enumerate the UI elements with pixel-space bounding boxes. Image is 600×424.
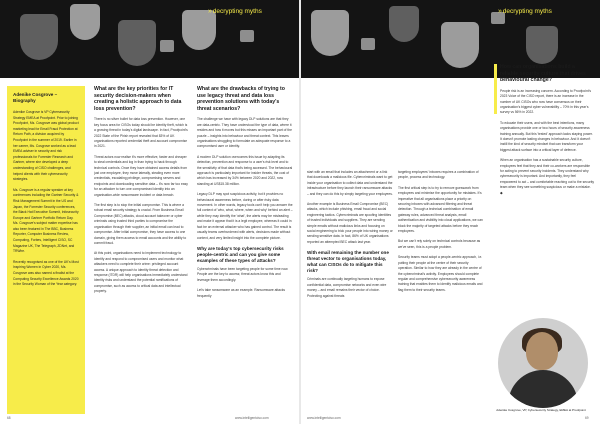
article-paragraph: The challenge we have with legacy DLP solutions are that they are data-centric. They have understood the type of data, where it resides and how it moves but this misses an important part of the puzzle – insights into behaviour and threat context. This leaves organisations struggling to formulate an adequate response to a compromised user or identity. — [197, 117, 292, 149]
article-paragraph: To educate their users, and with the best intentions, many organisations provide one or two hours of security awareness training annually. But this 'tested' approach lacks staying power. It doesn't promote lasting changes in behaviour. And it doesn't instill the kind of security mindset that can transform your biggest attack surface into a critical layer of defence. — [500, 120, 593, 152]
article-paragraph: Let's take ransomware as an example. Ransomware attacks frequently — [197, 288, 286, 298]
biography-paragraph: Adenike Cosgrove is VP Cybersecurity Strategy EMEA at Proofpoint. Prior to joining Proofpoint, Ms. Cosgrove was global product marketing lead for Email Fraud Protection at Return Path, a division acquired by Proofpoint in the summer of 2019. Earlier in her career, Ms. Cosgrove worked as a lead EMEA adviser in security and risk professionals for Forrester Research and Gartner, where she developed a deep understanding of CISO challenges, and helped clients with their cybersecurity strategies. — [13, 110, 79, 182]
article-paragraph: targeting employees' inboxes requires a combination of people, process and technology. — [398, 170, 479, 180]
photo-caption: Adenike Cosgrove, VP, Cybersecurity Strategy, EMEA at Proofpoint — [496, 408, 586, 412]
article-paragraph: There is no silver bullet for data loss prevention. However, one key focus area for CISOs today should be identity theft, which is a growing threat in today's digital landscape. In fact, Proofpoint's 2022 State of the Phish report revealed that 83% of UK organisations reported credential theft and account compromise in 2021. — [94, 117, 188, 149]
shield-icon — [182, 10, 216, 50]
article-paragraph: When an organisation has a sustainable security culture, employees feel that they and their co-workers are responsible for acting to prevent security incidents. They understand why cybersecurity is important. And importantly, they feel empowered to act – and comfortable reaching out to the security team when they see something suspicious or make a mistake. ◆ — [500, 158, 594, 195]
question-heading: What are the drawbacks of trying to use legacy threat and data loss prevention solutions with today's threat scenarios? — [197, 86, 285, 112]
shield-icon — [526, 26, 558, 64]
shield-icon — [118, 20, 156, 66]
portrait-photo — [498, 318, 588, 408]
article-paragraph: Cybercriminals have been targeting people for some time now. People are the key to access; threat actors know this and leverage them accordingly. — [197, 266, 289, 282]
website-left: www.intelligentciso.com — [235, 416, 269, 420]
chevrons-icon: » — [208, 8, 211, 15]
section-label: decrypting myths — [212, 8, 262, 15]
lock-icon — [361, 38, 375, 50]
article-paragraph: A modern DLP solution overcomes this issue by adapting its detection, prevention and response to a user's risk level and to the sensitivity of that data that's being accessed. The behavioural approach is particularly important for insider threats, the cost of which has increased by 34% between 2020 and 2022, now standing at US$15.38 million. — [197, 154, 293, 186]
article-column — [197, 86, 293, 412]
biography-paragraph: Recently recognised as one of the UK's Most Inspiring Women in Cyber 2020, Ms. Cosgrove was also named a finalist at the Computing Security Excellence Awards 2020 in the Security Woman of the Year category. — [13, 259, 79, 287]
question-heading: With email remaining the number one threat vector to organisations today, what can CISOs do to mitigate this risk? — [307, 250, 389, 274]
article-column — [307, 170, 393, 412]
page-number-left: 68 — [7, 416, 11, 420]
article-paragraph: Legacy DLP may spot suspicious activity, but it provides no behavioural awareness before, during or after risky data movement. In other words, legacy tools can't help you answer the full context of 'who, what, where, when and why' behind an alert – while they may identify the 'what', the alerts may be misleading and make it appear that it is a legit employee, whereas it could in fact be an external attacker who has gained control. The result is usually teams overburdened with alerts, decisions made without context, and very limited insight into the complete picture. — [197, 192, 293, 240]
section-tag-left — [208, 8, 262, 15]
article-column — [500, 64, 594, 316]
article-column — [94, 86, 190, 412]
shield-icon — [70, 4, 100, 40]
shield-icon — [441, 22, 479, 68]
question-heading: Why are today's top cybersecurity risks people-centric and can you give some examples of these types of attacks? — [197, 245, 284, 263]
question-heading: What are the key priorities for IT security decision-makers when creating a holistic approach to data loss prevention? — [94, 86, 182, 112]
accent-bar — [494, 64, 497, 114]
shield-icon — [389, 6, 419, 42]
lock-icon — [160, 40, 174, 52]
biography-box — [7, 86, 85, 414]
article-paragraph: The first critical step is to try to remove guesswork from employees and minimise the opportunity for mistakes. It's imperative that all organisations place a priority on securing inboxes with advanced filtering and threat detection. Through a technical combination of email gateway rules, advanced threat analysis, email authentication and visibility into cloud applications, we can block the majority of targeted attacks before they reach employees. — [398, 185, 483, 234]
article-paragraph: The first step is to stop the initial compromise. This is where a robust email security strategy is crucial. From Business Email Compromise (BEC) attacks, cloud account takeover or cyber criminals using trusted third parties to compromise the organisation through their supplier, an initial email can lead to compromise. After initial compromise, they have access to one domain, giving them access to email accounts and the ability to commit fraud. — [94, 203, 187, 245]
article-paragraph: At this point, organisations need to implement technology to identify and respond to compromised users and monitor what attackers need to complete their crime: privileged account access. A unique approach to identity threat detection and response (ITDR) will help organisations immediately understand identity risks and understand the potential ramifications of compromise, such as access to critical data and intellectual property. — [94, 251, 188, 294]
biography-title: Adenike Cosgrove – Biography — [13, 92, 58, 103]
shield-icon — [20, 14, 58, 60]
article-paragraph: start with an email that includes an attachment or a link that downloads a malicious file. Cybercriminals want to get inside your organisation to collect data and understand the infrastructure before they launch their ransomware attacks – and they can do this by simply targeting your employees. — [307, 170, 393, 196]
article-paragraph: Another example is Business Email Compromise (BEC) attacks, which include phishing, email fraud and social engineering tactics. Cybercriminals are spoofing identities of trusted individuals and suppliers. They are sending simple emails without malicious links and focusing on social engineering to trick your people into wiring money or sending sensitive data. In fact, 86% of UK organisations reported an attempted BEC attack last year. — [307, 202, 393, 244]
shield-icon — [311, 10, 349, 56]
chevrons-icon: » — [498, 8, 501, 15]
article-paragraph: Security teams must adopt a people-centric approach, i.e. putting their people at the centre of their security operation. Similar to how they are already in the centre of the cybercriminal's activity. Employees should complete regular and comprehensive cybersecurity awareness training that enables them to identify malicious emails and flag them to their security teams. — [398, 255, 483, 292]
website-right: www.intelligentciso.com — [307, 416, 341, 420]
article-paragraph: People risk is an increasing concern. According to Proofpoint's 2023 Voice of the CISO report, there is an increase in the number of UK CISOs who now have consensus on their organisation's biggest cyber vulnerability – 70% in this year's survey vs 56% in 2022. — [500, 88, 591, 115]
question-heading: How can organisations build a reliable security culture that drives behavioural change? — [500, 64, 586, 84]
section-label: decrypting myths — [502, 8, 552, 15]
page-number-right: 69 — [585, 416, 589, 420]
article-paragraph: But we can't rely solely on technical controls because as we've seen, this is a people problem. — [398, 239, 481, 249]
biography-paragraph: Ms. Cosgrove is a regular speaker at key conferences including the Gartner Security & Risk Management Summit in the US and Japan, the Forrester Security conferences, the Black Hat Executive Summit, Infosecurity Europe and Gartner Portfolio Return Day. Ms. Cosgrove's subject matter expertise has also been featured in The BBC, Business Reporter, Computer Business Review, Computing, Forbes, Intelligent CISO, SC Magazine UK, The Telegraph, ZDNet, and TRWire. — [13, 187, 79, 254]
article-paragraph: Criminals are continually targeting humans to expose confidential data, compromise networks and even wire money – and email remains their vector of choice. Protecting against threats — [307, 277, 387, 298]
article-paragraph: Threat actors now realise it's more effective, faster and cheaper to steal credentials and log in than trying to hack through technical controls. Once they have obtained access details from just one employee, they move laterally, stealing even more credentials, escalating privilege, compromising servers and endpoints and downloading sensitive data – it's now far too easy for an attacker to turn one compromised identity into an organisation-wide ransomware incident or data breach. — [94, 154, 188, 197]
section-tag-right — [498, 8, 552, 15]
article-column — [398, 170, 484, 412]
lock-icon — [240, 30, 254, 42]
